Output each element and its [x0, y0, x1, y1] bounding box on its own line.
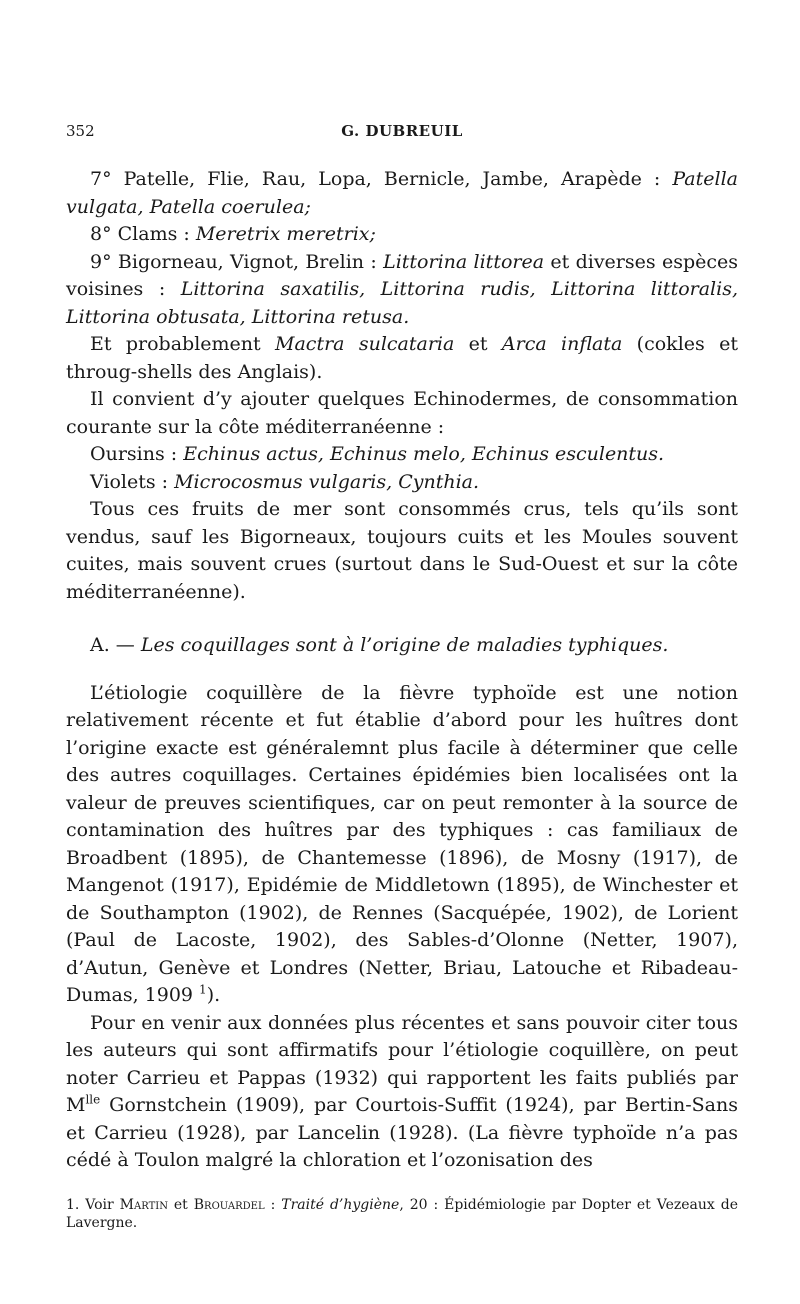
paragraph-patelle	[66, 166, 738, 221]
footnote-title: Traité d’hygiène	[281, 1197, 400, 1213]
text-span: et	[454, 333, 502, 355]
text-span: et diverses espèces voisines :	[66, 250, 738, 300]
footnote-number: 1. Voir	[66, 1197, 120, 1213]
paragraph-donnees-recentes	[66, 1010, 738, 1175]
page	[66, 118, 738, 1175]
body-text	[66, 166, 738, 1175]
page-number: 352	[66, 122, 95, 140]
paragraph-echinodermes: Il convient d’y ajouter quelques Echinodermes, de consommation courante sur la côte méditerranéenne :	[66, 388, 738, 438]
paragraph-oursins	[66, 441, 738, 469]
page-header	[66, 118, 738, 148]
species-name: Microcosmus vulgaris, Cynthia.	[174, 470, 480, 493]
species-name: Littorina saxatilis, Littorina rudis, Littorina littoralis, Littorina obtusata, Littorina retusa.	[66, 278, 738, 328]
text-span: (cokles et throug-shells des Anglais).	[66, 333, 738, 383]
paragraph-probablement	[66, 331, 738, 386]
section-heading	[66, 632, 738, 660]
text-span: ).	[206, 984, 221, 1006]
footnote-author: Brouardel	[193, 1197, 265, 1213]
species-name: Patella vulgata, Patella coerulea;	[66, 168, 738, 218]
text-span: Pour en venir aux données plus récentes et sans pouvoir citer tous les auteurs qui sont affirmatifs pour l’étiologie coquillère, on peut noter Carrieu et Pappas (1932) qui rapportent les faits publiés par M	[66, 1011, 738, 1116]
paragraph-bigorneau	[66, 249, 738, 332]
species-name: Littorina littorea	[383, 250, 545, 273]
text-span: 7° Patelle, Flie, Rau, Lopa, Bernicle, Jambe, Arapède :	[90, 168, 673, 190]
text-span: Et probablement	[90, 333, 276, 355]
footnote-author: Martin	[119, 1197, 168, 1213]
text-span: Gornstchein (1909), par Courtois-Suffit (1924), par Bertin-Sans et Carrieu (1928), par Lancelin (1928). (La fièvre typhoïde n’a pas cédé à Toulon malgré la chloration et l’ozonisation des	[66, 1094, 738, 1171]
superscript: lle	[85, 1092, 101, 1107]
footnote	[66, 1196, 738, 1232]
species-name: Mactra sulcataria	[275, 333, 455, 355]
text-span: :	[264, 1197, 282, 1213]
text-span: 9° Bigorneau, Vignot, Brelin :	[90, 250, 384, 273]
species-name: Echinus actus, Echinus melo, Echinus esculentus.	[183, 443, 665, 465]
paragraph-fruits-de-mer: Tous ces fruits de mer sont consommés crus, tels qu’ils sont vendus, sauf les Bigorneaux, toujours cuits et les Moules souvent cuites, mais souvent crues (surtout dans le Sud-Ouest et sur la côte méditerranéenne).	[66, 498, 738, 603]
section-label: A. —	[90, 634, 141, 656]
text-span: Violets :	[90, 470, 175, 493]
paragraph-violets	[66, 469, 738, 497]
text-span: , 20 : Épidémiologie par Dopter et Vezeaux de Lavergne.	[66, 1197, 738, 1231]
text-span: et	[167, 1197, 194, 1213]
running-title: G. DUBREUIL	[341, 122, 463, 140]
species-name: Arca inflata	[501, 333, 623, 355]
paragraph-clams	[66, 221, 738, 249]
text-span: Oursins :	[90, 443, 184, 465]
text-span: 8° Clams :	[90, 223, 196, 245]
paragraph-etiologie	[66, 680, 738, 1010]
species-name: Meretrix meretrix;	[195, 223, 376, 245]
section-title: Les coquillages sont à l’origine de maladies typhiques.	[140, 634, 669, 656]
footnote-ref: 1	[199, 982, 207, 997]
text-span: L’étiologie coquillère de la fièvre typhoïde est une notion relativement récente et fut établie d’abord pour les huîtres dont l’origine exacte est généralemnt plus facile à déterminer que celle des autres coquillages. Certaines épidémies bien localisées ont la valeur de preuves scientifiques, car on peut remonter à la source de contamination des huîtres par des typhiques : cas familiaux de Broadbent (1895), de Chantemesse (1896), de Mosny (1917), de Mangenot (1917), Epidémie de Middletown (1895), de Winchester et de Southampton (1902), de Rennes (Sacquépée, 1902), de Lorient (Paul de Lacoste, 1902), des Sables-d’Olonne (Netter, 1907), d’Autun, Genève et Londres (Netter, Briau, Latouche et Ribadeau-Dumas, 1909	[66, 681, 738, 1006]
